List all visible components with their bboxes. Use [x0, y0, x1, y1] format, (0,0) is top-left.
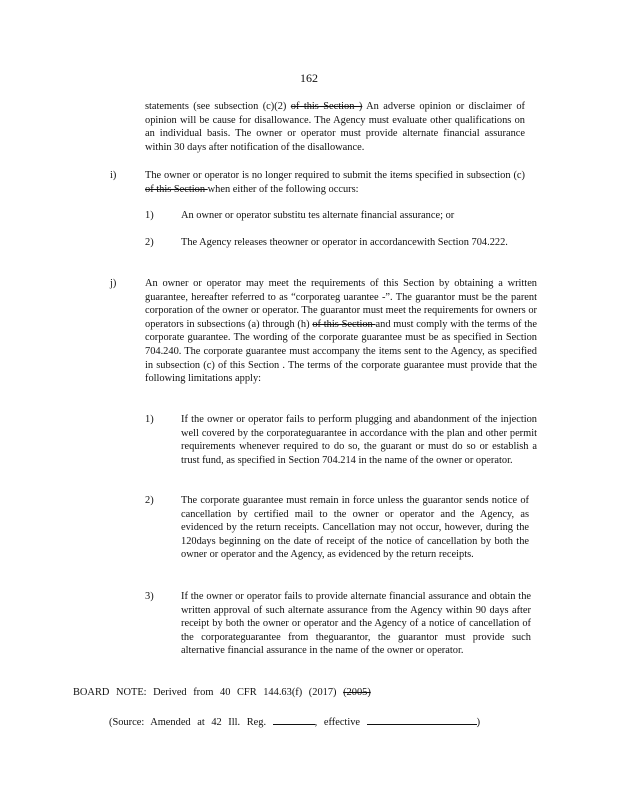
item-i-label: i): [110, 170, 117, 181]
item-i-struck-text: of this Section: [145, 183, 208, 195]
item-j-3-label: 3): [145, 591, 154, 602]
item-i-1-text: An owner or operator substitu tes alternate financial assurance; or: [181, 210, 455, 221]
item-i-text-cont: when either of the following occurs:: [207, 183, 359, 195]
item-i-1-label: 1): [145, 210, 154, 221]
page-number: 162: [300, 71, 318, 85]
item-i-2-text: The Agency releases theowner or operator in accordancewith Section 704.222.: [181, 237, 508, 248]
item-j-paragraph: [145, 277, 537, 386]
board-note-text: BOARD NOTE: Derived from 40 CFR 144.63(f) (2017): [73, 687, 344, 698]
intro-paragraph: [145, 100, 525, 154]
item-j-1-text: If the owner or operator fails to perform plugging and abandonment of the injection well covered by the corporateguarantee in accordance with the plan and other permit requirements whenever required to do so, the guarant or must do so or establish a trust fund, as specified in Section 704.214 in the name of the owner or operator.: [181, 414, 537, 466]
item-j-struck-text: of this Section: [312, 318, 376, 330]
intro-text: statements (see subsection (c)(2): [145, 101, 291, 112]
item-i-text: The owner or operator is no longer required to submit the items specified in subsection (c): [145, 170, 525, 181]
source-effective-text: , effective: [314, 717, 367, 728]
intro-text-cont: An adverse opinion or disclaimer of opinion will be cause for disallowance. The Agency must evaluate other qualifications on an individual basis. The owner or operator must provide alternate financial assurance within 30 days after notification of the disallowance.: [145, 101, 525, 153]
item-j-text: An owner or operator may meet the requirements of this Section by obtaining a written guarantee, hereafter referred to as “corporateg uarantee -”. The guarantor must be the parent corporation of the owner or operator. The guarantor must meet the requirements for owners or operators in subsections (a) through (h): [145, 278, 537, 330]
source-line: [109, 713, 480, 730]
item-j-3-text: If the owner or operator fails to provide alternate financial assurance and obtain the written approval of such alternate assurance from the Agency within 90 days after receipt by both the owner or operator and the Agency of a notice of cancellation of the corporateguarantee from theguarantor, the guarantor must provide such alternative financial assurance in the name of the owner or operator.: [181, 591, 531, 657]
item-i-2-label: 2): [145, 237, 154, 248]
item-i-paragraph: [145, 169, 525, 196]
item-j-1-label: 1): [145, 414, 154, 425]
board-note-struck-text: (2005): [343, 687, 371, 698]
register-blank: [273, 713, 315, 725]
board-note: [73, 686, 371, 700]
source-text: (Source: Amended at 42 Ill. Reg.: [109, 717, 273, 728]
item-j-2-text: The corporate guarantee must remain in force unless the guarantor sends notice of cancellation by certified mail to the owner or operator and the Agency, as evidenced by the return receipts. Cancellation may not occur, however, during the 120days beginning on the date of receipt of the notice of cancellation by both the owner or operator and the Agency, as evidenced by the return receipts.: [181, 495, 529, 561]
intro-struck-text: of this Section ): [290, 101, 363, 112]
item-j-2-label: 2): [145, 495, 154, 506]
effective-date-blank: [367, 713, 477, 725]
item-j-label: j): [110, 278, 117, 289]
source-close-paren: ): [476, 717, 481, 728]
item-j-text-cont: and must comply with the terms of the corporate guarantee. The wording of the corporate guarantee must be as specified in Section 704.240. The corporate guarantee must accompany the items sent to the Agency, as specified in subsection (c) of this Section . The terms of the corporate guarantee must provide that the following limitations apply:: [145, 318, 537, 385]
